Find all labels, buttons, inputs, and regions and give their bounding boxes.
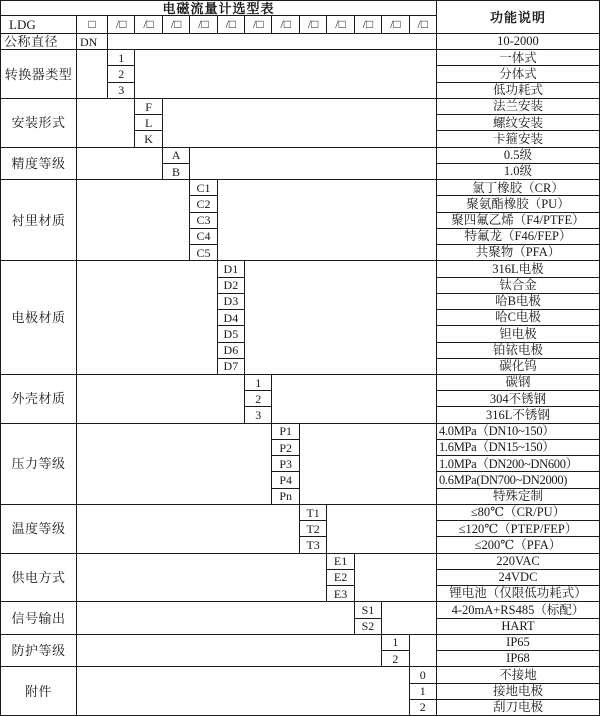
- option-code: Pn: [272, 489, 299, 505]
- option-desc: 4-20mA+RS485（标配）: [437, 602, 600, 618]
- group-left-spacer: [77, 375, 245, 424]
- option-desc: 刮刀电极: [437, 700, 600, 716]
- model-slot-box-icon: /□: [190, 16, 217, 34]
- option-code: D5: [218, 326, 245, 342]
- option-code: C2: [190, 196, 217, 212]
- option-desc: 哈B电极: [437, 294, 600, 310]
- option-code: P3: [272, 456, 299, 472]
- group-left-spacer: [77, 50, 108, 99]
- group-left-spacer: [77, 554, 327, 603]
- group-label-5: 外壳材质: [1, 375, 77, 424]
- option-desc: 一体式: [437, 50, 600, 66]
- group-left-spacer: [77, 261, 218, 375]
- option-desc: 法兰安装: [437, 99, 600, 115]
- option-code: C5: [190, 245, 217, 261]
- option-desc: 24VDC: [437, 570, 600, 586]
- group-label-6: 压力等级: [1, 424, 77, 505]
- option-code: 1: [382, 635, 409, 651]
- model-slot-box-icon: /□: [300, 16, 327, 34]
- option-code: T2: [300, 521, 327, 537]
- option-code: E1: [327, 554, 354, 570]
- option-code: D1: [218, 261, 245, 277]
- model-slot-box-icon: /□: [382, 16, 409, 34]
- option-code: 1: [410, 684, 437, 700]
- option-code: 1: [108, 50, 135, 66]
- model-slot-box-icon: /□: [355, 16, 382, 34]
- model-slot-box-icon: /□: [327, 16, 354, 34]
- group-label-4: 电极材质: [1, 261, 77, 375]
- group-right-spacer: [245, 261, 437, 375]
- group-label-3: 衬里材质: [1, 180, 77, 261]
- option-code: D3: [218, 294, 245, 310]
- group-right-spacer: [410, 635, 437, 667]
- group-left-spacer: [77, 667, 410, 716]
- option-code: 0: [410, 667, 437, 683]
- group-label-8: 供电方式: [1, 554, 77, 603]
- model-slot-box-icon: /□: [410, 16, 437, 34]
- option-code: E2: [327, 570, 354, 586]
- diameter-desc: 10-2000: [437, 34, 600, 50]
- option-code: 2: [410, 700, 437, 716]
- option-desc: 锂电池（仅限低功耗式）: [437, 586, 600, 602]
- option-code: P2: [272, 440, 299, 456]
- option-desc: 接地电极: [437, 684, 600, 700]
- option-desc: 1.0级: [437, 164, 600, 180]
- option-desc: 316L电极: [437, 261, 600, 277]
- group-right-spacer: [163, 99, 437, 148]
- model-prefix-label: LDG: [1, 16, 77, 34]
- option-code: C4: [190, 229, 217, 245]
- option-code: D2: [218, 278, 245, 294]
- option-desc: 0.5级: [437, 148, 600, 164]
- option-desc: 聚四氟乙烯（F4/PTFE）: [437, 213, 600, 229]
- option-code: 2: [245, 391, 272, 407]
- option-code: D4: [218, 310, 245, 326]
- option-code: K: [135, 131, 162, 147]
- group-left-spacer: [77, 635, 382, 667]
- option-code: B: [163, 164, 190, 180]
- option-desc: 特氟龙（F46/FEP）: [437, 229, 600, 245]
- option-desc: 低功耗式: [437, 83, 600, 99]
- group-right-spacer: [382, 602, 437, 634]
- option-code: 1: [245, 375, 272, 391]
- option-desc: 碳化钨: [437, 359, 600, 375]
- diameter-label: 公称直径: [1, 34, 77, 50]
- option-code: 2: [382, 651, 409, 667]
- option-desc: 316L不锈钢: [437, 407, 600, 423]
- model-slot-box-icon: /□: [245, 16, 272, 34]
- option-desc: 哈C电极: [437, 310, 600, 326]
- option-desc: 不接地: [437, 667, 600, 683]
- option-desc: ≤200℃（PFA）: [437, 537, 600, 553]
- group-label-1: 安装形式: [1, 99, 77, 148]
- option-desc: IP65: [437, 635, 600, 651]
- group-right-spacer: [218, 180, 437, 261]
- model-slot-box-icon: /□: [135, 16, 162, 34]
- group-left-spacer: [77, 99, 135, 148]
- table-title: 电磁流量计选型表: [1, 1, 437, 16]
- option-desc: 1.6MPa（DN15~150）: [437, 440, 600, 456]
- option-desc: 0.6MPa(DN700~DN2000): [437, 472, 600, 488]
- option-code: F: [135, 99, 162, 115]
- group-label-11: 附件: [1, 667, 77, 716]
- group-right-spacer: [327, 505, 437, 554]
- option-desc: 铂铱电极: [437, 343, 600, 359]
- group-label-2: 精度等级: [1, 148, 77, 180]
- option-desc: ≤120℃（PTEP/FEP）: [437, 521, 600, 537]
- option-desc: 4.0MPa（DN10~150）: [437, 424, 600, 440]
- group-left-spacer: [77, 180, 190, 261]
- option-desc: 螺纹安装: [437, 115, 600, 131]
- option-code: P4: [272, 472, 299, 488]
- option-code: C1: [190, 180, 217, 196]
- option-desc: 聚氨酯橡胶（PU）: [437, 196, 600, 212]
- group-right-spacer: [355, 554, 437, 603]
- option-code: 3: [108, 83, 135, 99]
- diameter-code: DN: [77, 34, 108, 50]
- option-desc: 氯丁橡胶（CR）: [437, 180, 600, 196]
- option-desc: HART: [437, 619, 600, 635]
- model-slot-box-icon: /□: [108, 16, 135, 34]
- option-code: L: [135, 115, 162, 131]
- model-base-box-icon: □: [77, 16, 108, 34]
- option-desc: 钽电极: [437, 326, 600, 342]
- group-left-spacer: [77, 424, 272, 505]
- function-description-header: 功能说明: [437, 1, 600, 34]
- model-slot-box-icon: /□: [272, 16, 299, 34]
- option-code: 3: [245, 407, 272, 423]
- group-right-spacer: [300, 424, 437, 505]
- option-desc: 碳钢: [437, 375, 600, 391]
- option-desc: 卡箍安装: [437, 131, 600, 147]
- option-code: S1: [355, 602, 382, 618]
- option-code: D7: [218, 359, 245, 375]
- model-slot-box-icon: /□: [163, 16, 190, 34]
- option-code: A: [163, 148, 190, 164]
- group-right-spacer: [272, 375, 437, 424]
- group-label-7: 温度等级: [1, 505, 77, 554]
- option-desc: 特殊定制: [437, 489, 600, 505]
- option-code: C3: [190, 213, 217, 229]
- option-desc: 共聚物（PFA）: [437, 245, 600, 261]
- group-label-10: 防护等级: [1, 635, 77, 667]
- group-left-spacer: [77, 148, 163, 180]
- option-desc: 220VAC: [437, 554, 600, 570]
- option-code: 2: [108, 66, 135, 82]
- option-code: T3: [300, 537, 327, 553]
- option-desc: 钛合金: [437, 278, 600, 294]
- group-label-0: 转换器类型: [1, 50, 77, 99]
- option-code: S2: [355, 619, 382, 635]
- option-desc: IP68: [437, 651, 600, 667]
- option-code: P1: [272, 424, 299, 440]
- option-desc: 304不锈钢: [437, 391, 600, 407]
- option-desc: 分体式: [437, 66, 600, 82]
- option-code: T1: [300, 505, 327, 521]
- option-code: D6: [218, 343, 245, 359]
- group-right-spacer: [135, 50, 437, 99]
- group-right-spacer: [190, 148, 437, 180]
- option-desc: 1.0MPa（DN200~DN600）: [437, 456, 600, 472]
- group-left-spacer: [77, 602, 355, 634]
- option-code: E3: [327, 586, 354, 602]
- diameter-spacer: [108, 34, 437, 50]
- option-desc: ≤80℃（CR/PU）: [437, 505, 600, 521]
- model-slot-box-icon: /□: [218, 16, 245, 34]
- group-left-spacer: [77, 505, 300, 554]
- group-label-9: 信号输出: [1, 602, 77, 634]
